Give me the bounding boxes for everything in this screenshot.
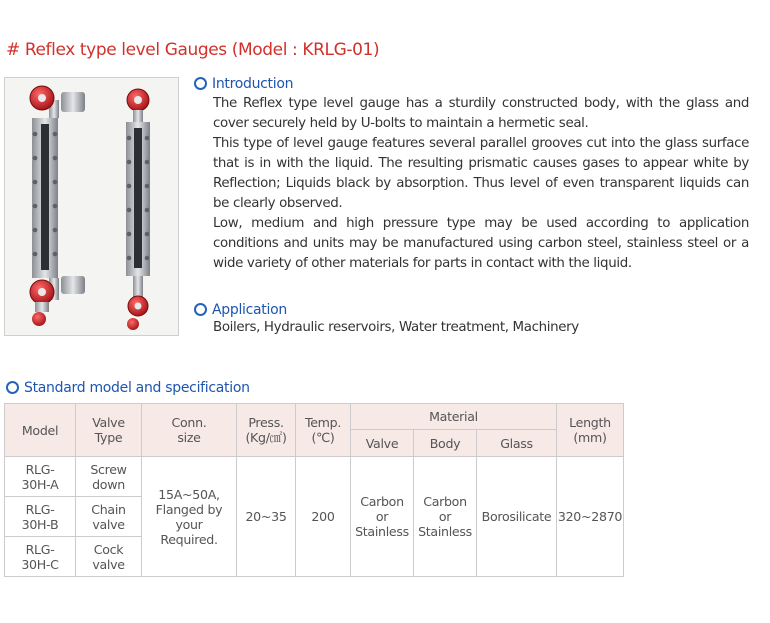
- col-header-conn-size: Conn. size: [142, 404, 237, 457]
- bullet-icon: [194, 303, 207, 316]
- col-header-material: Material: [351, 404, 557, 430]
- cell-mat-valve: Carbon or Stainless: [351, 457, 414, 577]
- col-header-valve-type: Valve Type: [76, 404, 142, 457]
- cell-temperature: 200: [296, 457, 351, 577]
- col-header-pressure: Press. (Kg/㎠): [237, 404, 296, 457]
- cell-valve-type: Cock valve: [76, 537, 142, 577]
- application-text: Boilers, Hydraulic reservoirs, Water treatment, Machinery: [213, 320, 579, 335]
- cell-pressure: 20~35: [237, 457, 296, 577]
- cell-mat-body: Carbon or Stainless: [414, 457, 477, 577]
- introduction-text: [213, 94, 749, 274]
- application-heading-label: Application: [212, 302, 287, 318]
- col-header-model: Model: [5, 404, 76, 457]
- cell-length: 320~2870: [557, 457, 624, 577]
- spec-heading-label: Standard model and specification: [24, 380, 250, 396]
- col-header-length: Length (mm): [557, 404, 624, 457]
- bullet-icon: [194, 77, 207, 90]
- introduction-heading: [194, 76, 293, 92]
- col-header-mat-valve: Valve: [351, 430, 414, 457]
- cell-model: RLG- 30H-C: [5, 537, 76, 577]
- intro-paragraph: This type of level gauge features several parallel grooves cut into the glass surface that is in with the liquid. The resulting prismatic causes gases to appear white by Reflection; Liquids black by absorption. Thus level of even transparent liquids can be clearly observed.: [213, 136, 749, 211]
- introduction-heading-label: Introduction: [212, 76, 294, 92]
- table-row: [5, 457, 624, 497]
- cell-valve-type: Chain valve: [76, 497, 142, 537]
- cell-valve-type: Screw down: [76, 457, 142, 497]
- col-header-mat-body: Body: [414, 430, 477, 457]
- application-heading: [194, 302, 287, 318]
- intro-paragraph: Low, medium and high pressure type may be used according to application conditions and units may be manufactured using carbon steel, stainless steel or a wide variety of other materials for parts in contact with the liquid.: [213, 216, 749, 271]
- page-title: # Reflex type level Gauges (Model : KRLG-01): [6, 40, 380, 60]
- cell-mat-glass: Borosilicate: [477, 457, 557, 577]
- cell-model: RLG- 30H-A: [5, 457, 76, 497]
- bullet-icon: [6, 381, 19, 394]
- gauge-left: [30, 86, 85, 326]
- spec-table: [4, 403, 624, 577]
- gauge-right: [126, 89, 150, 330]
- product-photo: [4, 77, 179, 336]
- cell-conn-size: 15A~50A, Flanged by your Required.: [142, 457, 237, 577]
- cell-model: RLG- 30H-B: [5, 497, 76, 537]
- spec-heading: [6, 380, 250, 396]
- level-gauge-photo: [5, 78, 178, 335]
- intro-paragraph: The Reflex type level gauge has a sturdily constructed body, with the glass and cover securely held by U-bolts to maintain a hermetic seal.: [213, 96, 749, 131]
- col-header-mat-glass: Glass: [477, 430, 557, 457]
- col-header-temperature: Temp. (℃): [296, 404, 351, 457]
